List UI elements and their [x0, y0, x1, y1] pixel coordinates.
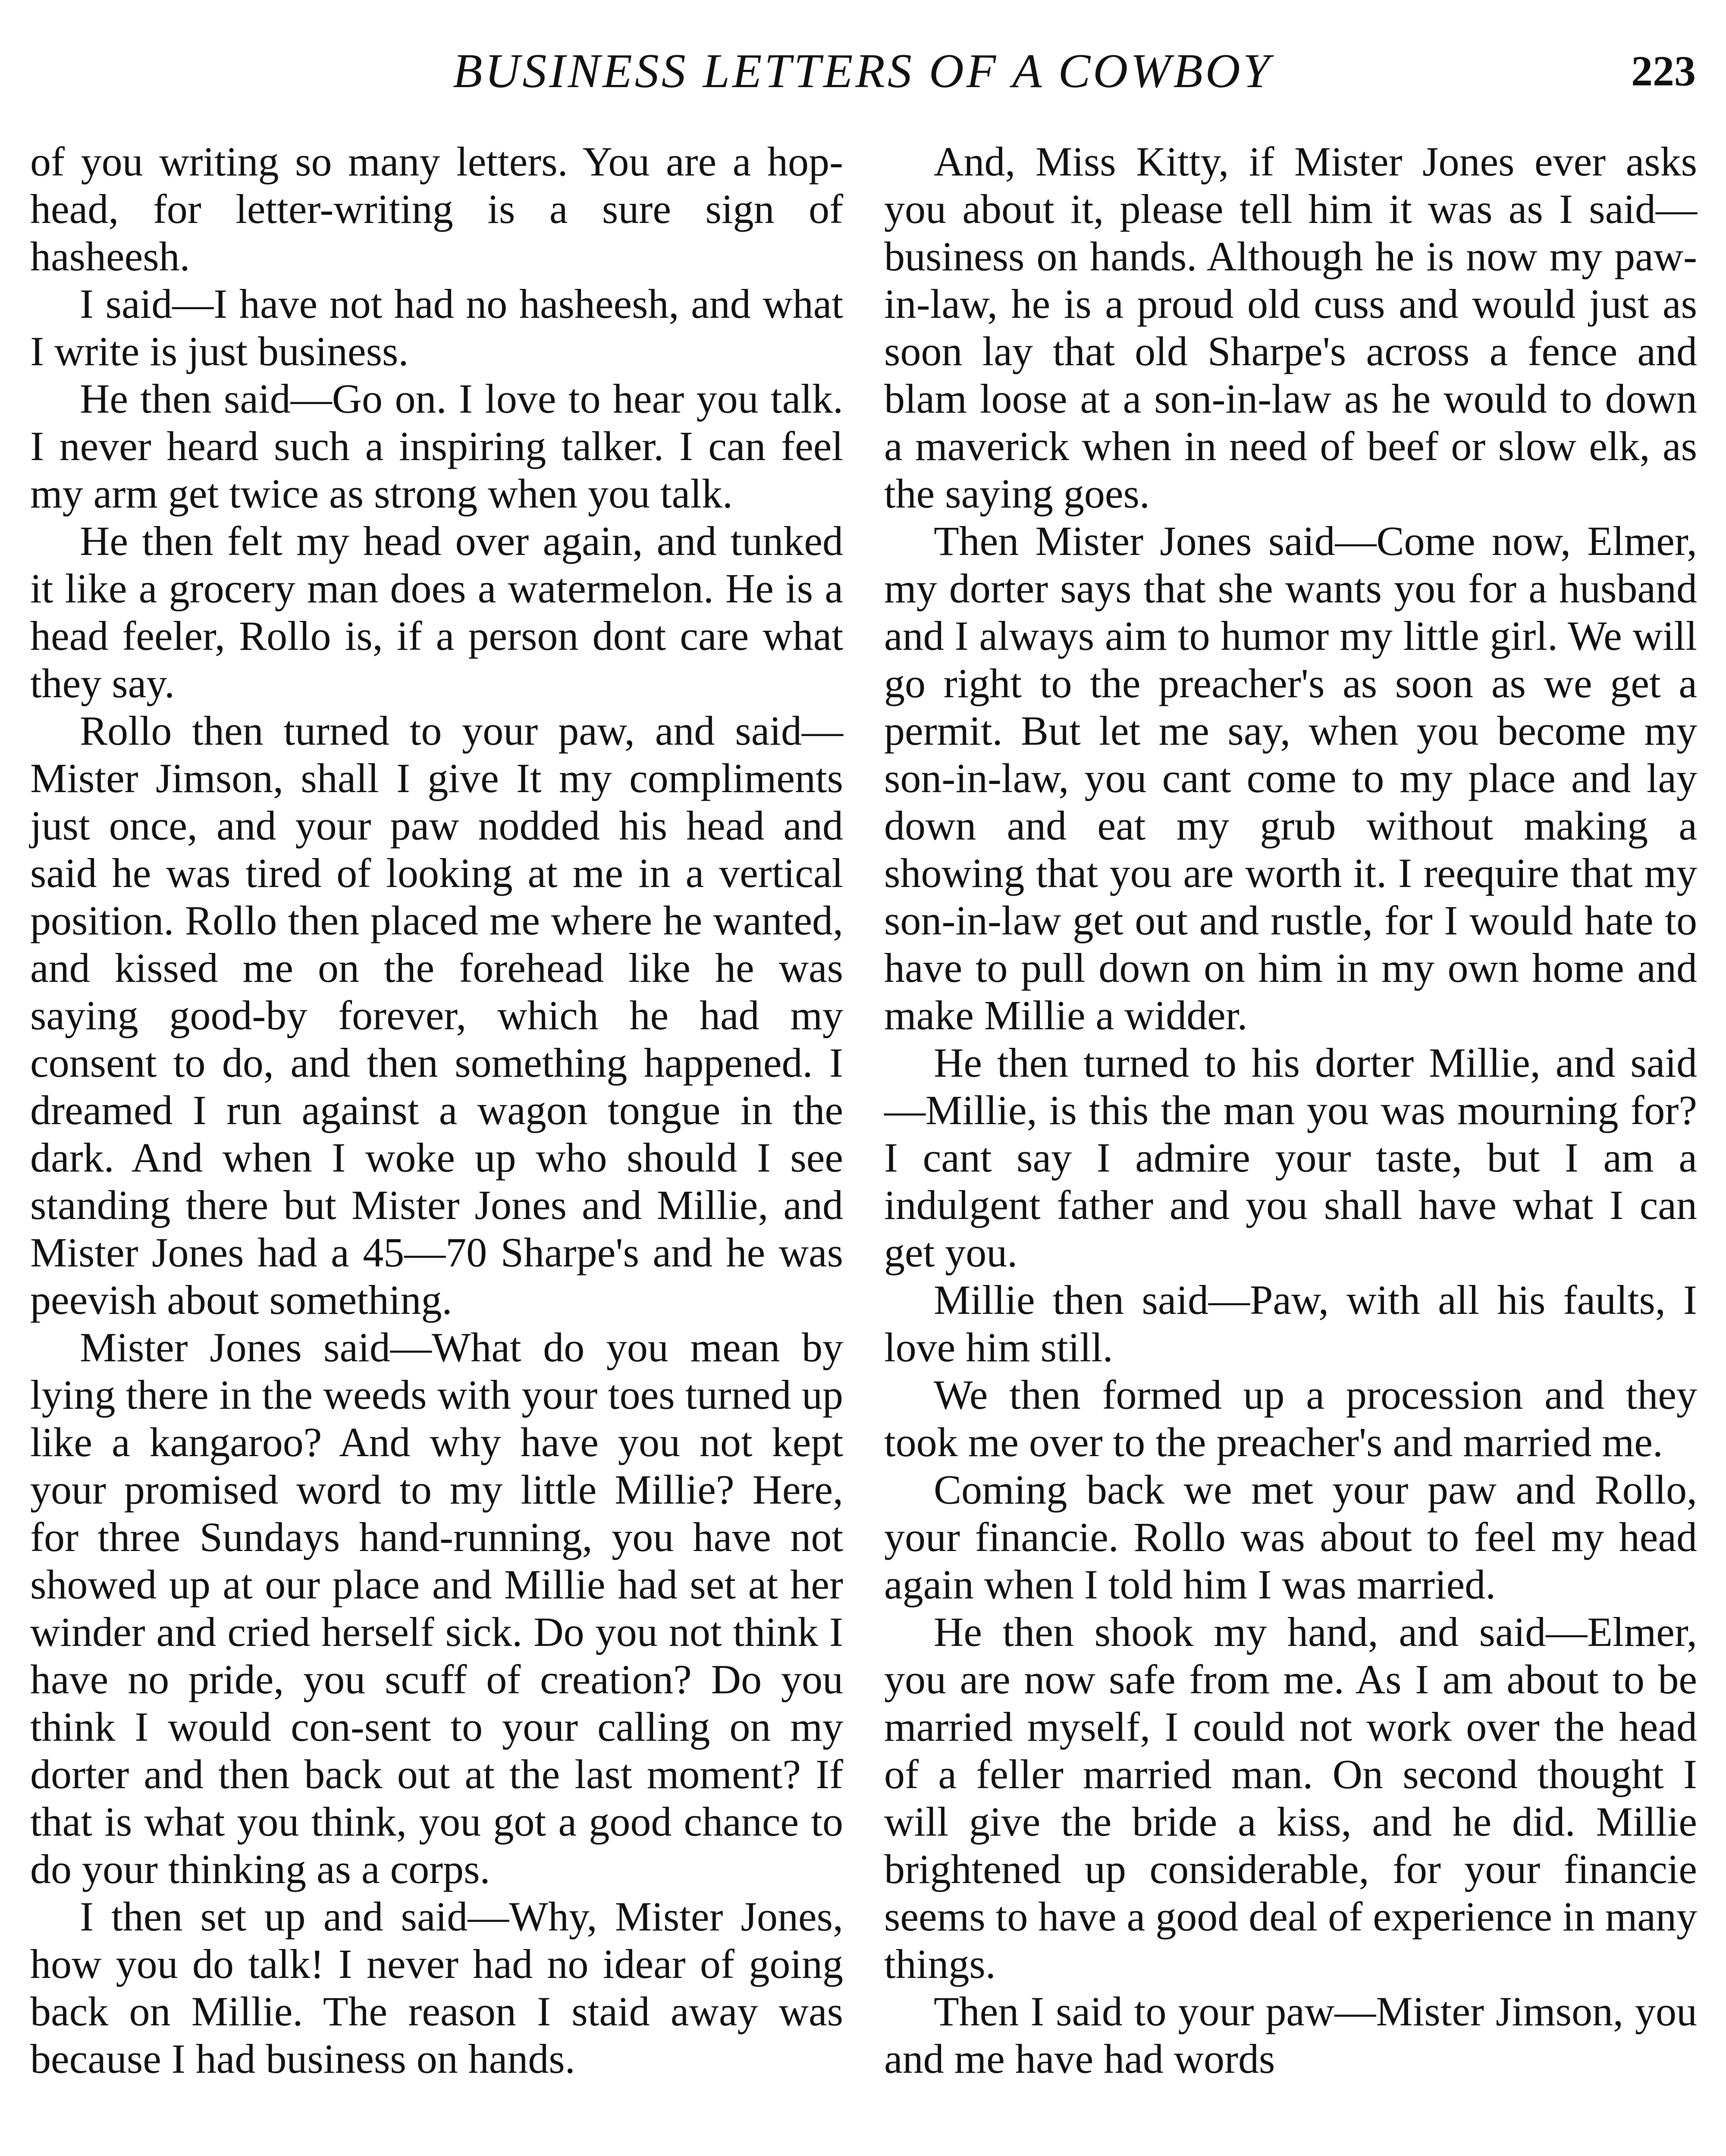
paragraph: Mister Jones said—What do you mean by lying there in the weeds with your toes turned up like a kangaroo? And why have you not kept your promised word to my little Millie? Here, for three Sundays hand-running, you have not showed up at our place and Millie had set at her winder and cried herself sick. Do you not think I have no pride, you scuff of creation? Do you think I would con-sent to your calling on my dorter and then back out at the last moment? If that is what you think, you got a good chance to do your thinking as a corps. [30, 1324, 843, 1892]
paragraph: And, Miss Kitty, if Mister Jones ever asks you about it, please tell him it was as I said—business on hands. Although he is now my paw-in-law, he is a proud old cuss and would just as soon lay that old Sharpe's across a fence and blam loose at a son-in-law as he would to down a maverick when in need of beef or slow elk, as the saying goes. [884, 138, 1697, 517]
paragraph: We then formed up a procession and they took me over to the preacher's and married me. [884, 1372, 1697, 1465]
running-title: BUSINESS LETTERS OF A COWBOY [453, 44, 1272, 98]
right-column [884, 138, 1697, 2083]
paragraph: He then shook my hand, and said—Elmer, you are now safe from me. As I am about to be married myself, I could not work over the head of a feller married man. On second thought I will give the bride a kiss, and he did. Millie brightened up considerable, for your financie seems to have a good deal of experience in many things. [884, 1609, 1697, 1987]
page-number: 223 [1631, 47, 1696, 95]
paragraph: He then turned to his dorter Millie, and said—Millie, is this the man you was mourning for? I cant say I admire your taste, but I am a indulgent father and you shall have what I can get you. [884, 1040, 1697, 1275]
paragraph: Then Mister Jones said—Come now, Elmer, my dorter says that she wants you for a husband and I always aim to humor my little girl. We will go right to the preacher's as soon as we get a permit. But let me say, when you become my son-in-law, you cant come to my place and lay down and eat my grub without making a showing that you are worth it. I reequire that my son-in-law get out and rustle, for I would hate to have to pull down on him in my own home and make Millie a widder. [884, 518, 1697, 1038]
page-header [0, 39, 1726, 103]
left-column [30, 138, 843, 2083]
paragraph: Coming back we met your paw and Rollo, your financie. Rollo was about to feel my head again when I told him I was married. [884, 1467, 1697, 1608]
paragraph: Rollo then turned to your paw, and said—Mister Jimson, shall I give It my compliments just once, and your paw nodded his head and said he was tired of looking at me in a vertical position. Rollo then placed me where he wanted, and kissed me on the forehead like he was saying good-by forever, which he had my consent to do, and then something happened. I dreamed I run against a wagon tongue in the dark. And when I woke up who should I see standing there but Mister Jones and Millie, and Mister Jones had a 45—70 Sharpe's and he was peevish about something. [30, 708, 843, 1323]
paragraph: He then felt my head over again, and tunked it like a grocery man does a watermelon. He is a head feeler, Rollo is, if a person dont care what they say. [30, 518, 843, 706]
paragraph: of you writing so many letters. You are a hop-head, for letter-writing is a sure sign of hasheesh. [30, 138, 843, 279]
paragraph: Then I said to your paw—Mister Jimson, you and me have had words [884, 1988, 1697, 2082]
paragraph: I said—I have not had no hasheesh, and what I write is just business. [30, 281, 843, 374]
paragraph: He then said—Go on. I love to hear you talk. I never heard such a inspiring talker. I can feel my arm get twice as strong when you talk. [30, 376, 843, 517]
paragraph: Millie then said—Paw, with all his faults, I love him still. [884, 1277, 1697, 1370]
paragraph: I then set up and said—Why, Mister Jones, how you do talk! I never had no idear of going back on Millie. The reason I staid away was because I had business on hands. [30, 1893, 843, 2082]
